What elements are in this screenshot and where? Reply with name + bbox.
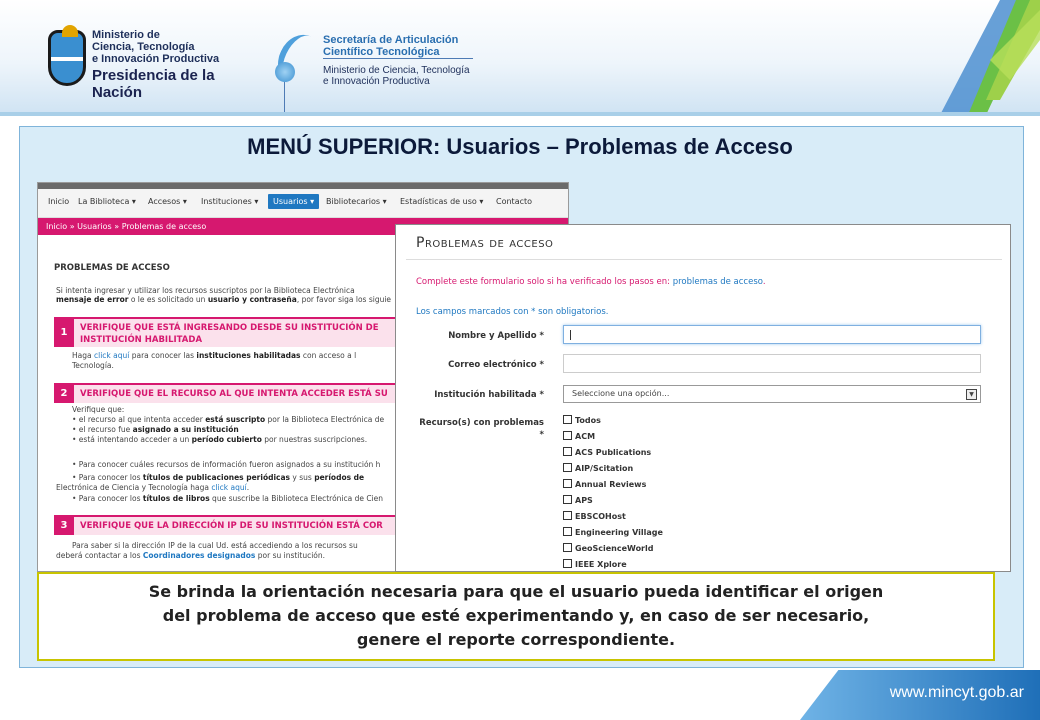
- name-field[interactable]: [563, 325, 981, 344]
- ministry-logo: [48, 26, 243, 101]
- nav-item-bibliotecarios[interactable]: Bibliotecarios ▾: [326, 197, 387, 206]
- caption-line: del problema de acceso que esté experimentando y, en caso de ser necesario,: [162, 606, 870, 625]
- secretariat-logo: [275, 32, 475, 90]
- step-title: VERIFIQUE QUE EL RECURSO AL QUE INTENTA ACCEDER ESTÁ SU: [80, 389, 388, 399]
- access-problem-form: [395, 224, 1011, 572]
- intro-line: Si intenta ingresar y utilizar los recursos suscriptos por la Biblioteca Electrónica: [56, 286, 355, 295]
- top-menu: [38, 189, 568, 218]
- checkbox-icon[interactable]: [563, 415, 572, 424]
- logo-line: Secretaría de Articulación: [323, 34, 459, 46]
- logo-line: Ciencia, Tecnología: [92, 41, 195, 53]
- slide-title: MENÚ SUPERIOR: Usuarios – Problemas de Acceso: [247, 134, 793, 159]
- step-text: • el recurso al que intenta acceder está suscripto por la Biblioteca Electrónica de: [72, 415, 385, 424]
- form-note: Complete este formulario solo si ha verificado los pasos en: problemas de acceso.: [416, 277, 766, 287]
- problemas-de-acceso-link[interactable]: problemas de acceso: [672, 277, 763, 287]
- resource-checkbox[interactable]: AIP/Scitation: [563, 463, 633, 473]
- step-number: 2: [54, 385, 74, 403]
- checkbox-icon[interactable]: [563, 495, 572, 504]
- step-text: Para saber si la dirección IP de la cual Ud. está accediendo a los recursos su: [72, 541, 358, 550]
- checkbox-icon[interactable]: [563, 543, 572, 552]
- step-text: • el recurso fue asignado a su institución: [72, 425, 239, 434]
- caption-line: Se brinda la orientación necesaria para que el usuario pueda identificar el origen: [148, 582, 884, 601]
- resources-label: Recurso(s) con problemas *: [419, 418, 544, 440]
- step-text: Verifique que:: [72, 405, 125, 414]
- caption-line: genere el reporte correspondiente.: [356, 630, 676, 649]
- step-text: Tecnología.: [72, 361, 114, 370]
- checkbox-icon[interactable]: [563, 431, 572, 440]
- logo-line: Ministerio de: [92, 29, 160, 41]
- step-text: Electrónica de Ciencia y Tecnología haga click aquí.: [56, 483, 250, 492]
- checkbox-icon[interactable]: [563, 559, 572, 568]
- sphere-icon: [275, 62, 295, 82]
- slide-header: [0, 0, 1040, 115]
- email-field[interactable]: [563, 354, 981, 373]
- step-text: • Para conocer los títulos de publicaciones periódicas y sus períodos de: [72, 473, 365, 482]
- institution-label: Institución habilitada *: [434, 390, 544, 400]
- resource-checkbox[interactable]: APS: [563, 495, 593, 505]
- page-heading: PROBLEMAS DE ACCESO: [54, 263, 170, 273]
- step-text: deberá contactar a los Coordinadores designados por su institución.: [56, 551, 326, 560]
- checkbox-icon[interactable]: [563, 527, 572, 536]
- select-placeholder: Seleccione una opción...: [572, 389, 670, 398]
- checkbox-icon[interactable]: [563, 511, 572, 520]
- nav-item-contacto[interactable]: Contacto: [496, 197, 533, 206]
- nav-item-biblioteca[interactable]: La Biblioteca ▾: [78, 197, 136, 206]
- resource-checkbox[interactable]: EBSCOHost: [563, 511, 626, 521]
- breadcrumb-text: Inicio » Usuarios » Problemas de acceso: [46, 222, 207, 231]
- checkbox-icon[interactable]: [563, 479, 572, 488]
- resource-checkbox[interactable]: Annual Reviews: [563, 479, 646, 489]
- resource-checkbox[interactable]: Engineering Village: [563, 527, 663, 537]
- step-text: • Para conocer los títulos de libros que suscribe la Biblioteca Electrónica de Cien: [72, 494, 384, 503]
- form-title: Problemas de acceso: [416, 235, 554, 251]
- footer-url[interactable]: www.mincyt.gob.ar: [889, 684, 1024, 701]
- step-number: 1: [54, 319, 74, 347]
- name-label: Nombre y Apellido *: [448, 331, 544, 341]
- step-number: 3: [54, 517, 74, 535]
- nav-item-accesos[interactable]: Accesos ▾: [148, 197, 187, 206]
- resource-checkbox[interactable]: Todos: [563, 415, 601, 425]
- nav-item-usuarios[interactable]: Usuarios ▾: [268, 194, 319, 209]
- argentina-shield-icon: [48, 30, 86, 86]
- step-title: VERIFIQUE QUE ESTÁ INGRESANDO DESDE SU INSTITUCIÓN DE INSTITUCIÓN HABILITADA: [80, 323, 379, 345]
- logo-line: Científico Tecnológica: [323, 46, 440, 58]
- logo-line: e Innovación Productiva: [323, 76, 430, 87]
- logo-line: Presidencia de la Nación: [92, 67, 215, 101]
- caption-box: [37, 572, 995, 661]
- nav-item-instituciones[interactable]: Instituciones ▾: [201, 197, 259, 206]
- nav-item-estadisticas[interactable]: Estadísticas de uso ▾: [400, 197, 484, 206]
- dropdown-arrow-icon[interactable]: ▼: [966, 389, 977, 400]
- resource-checkbox[interactable]: IEEE Xplore: [563, 559, 627, 569]
- logo-line: Ministerio de Ciencia, Tecnología: [323, 65, 470, 76]
- checkbox-icon[interactable]: [563, 463, 572, 472]
- checkbox-icon[interactable]: [563, 447, 572, 456]
- institution-select[interactable]: [563, 385, 981, 403]
- step-text: • está intentando acceder a un período cubierto por nuestras suscripciones.: [72, 435, 368, 444]
- intro-line: mensaje de error o le es solicitado un usuario y contraseña, por favor siga los siguie: [56, 295, 392, 304]
- nav-item-inicio[interactable]: Inicio: [48, 197, 70, 206]
- resource-checkbox[interactable]: ACM: [563, 431, 595, 441]
- resource-checkbox[interactable]: ACS Publications: [563, 447, 651, 457]
- required-note: Los campos marcados con * son obligatorios.: [416, 307, 609, 317]
- step-title: VERIFIQUE QUE LA DIRECCIÓN IP DE SU INSTITUCIÓN ESTÁ COR: [80, 521, 383, 531]
- resource-checkbox[interactable]: GeoScienceWorld: [563, 543, 653, 553]
- email-label: Correo electrónico *: [448, 360, 544, 370]
- step-text: Haga click aquí para conocer las instituciones habilitadas con acceso a l: [72, 351, 357, 360]
- step-text: • Para conocer cuáles recursos de información fueron asignados a su institución h: [72, 460, 381, 469]
- logo-line: e Innovación Productiva: [92, 53, 220, 65]
- orbit-icon: [270, 28, 330, 93]
- decorative-stripes: [930, 0, 1040, 115]
